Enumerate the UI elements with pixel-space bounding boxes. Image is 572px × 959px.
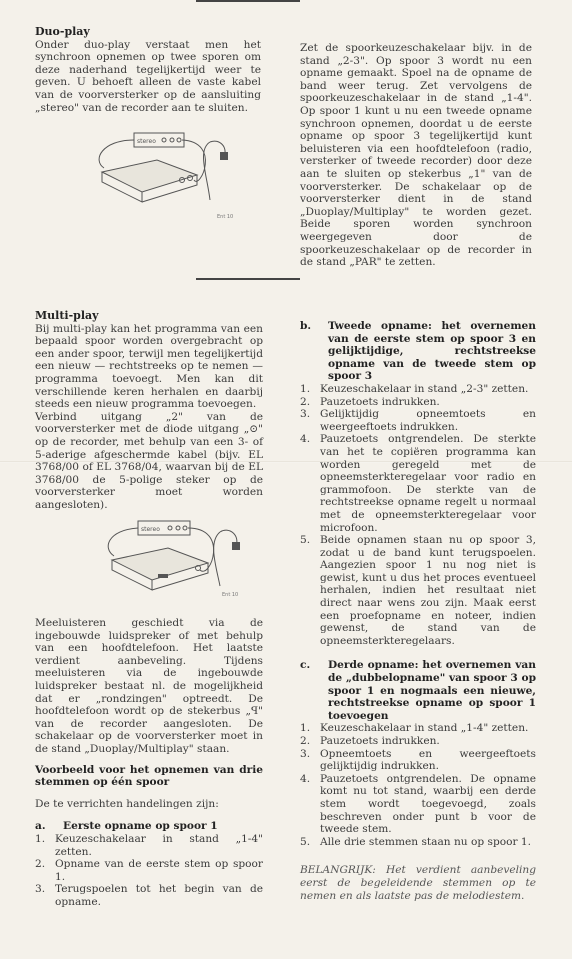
list-item-number: 1. bbox=[35, 832, 46, 845]
step-a-title: Eerste opname op spoor 1 bbox=[63, 820, 218, 833]
step-c-list bbox=[300, 722, 536, 848]
list-item bbox=[300, 408, 536, 433]
step-a-heading bbox=[35, 820, 263, 833]
step-c-heading bbox=[300, 659, 536, 722]
multi-play-connection: Verbind uitgang „2" van de voorversterker met de diode uitgang „⊙" op de recorder, met behulp van een 3- of 5-aderige afgeschermde kabel (bijv. EL 3768/00 of EL 3768/04, waarvan bij de EL 3768/00 de 5-polige steker op de voorversterker moet worden aangesloten). bbox=[35, 410, 263, 511]
list-item bbox=[300, 396, 536, 409]
multi-play-listening: Meeluisteren geschiedt via de ingebouwde luidspreker of met behulp van een hoofdtelefoon. Het laatste verdient aanbeveling. Tijdens meeluisteren via de ingebouwde luidspreker bestaat nl. de mogelijkheid dat er „rondzingen" optreedt. De hoofdtelefoon wordt op de stekerbus „ꟼ" van de recorder aangesloten. De schakelaar op de voorversterker moet in de stand „Duoplay/Multiplay" staan. bbox=[35, 617, 263, 755]
list-item-text: Opneemtoets en weergeeftoets gelijktijdig indrukken. bbox=[320, 747, 536, 773]
list-item bbox=[300, 836, 536, 849]
list-item bbox=[300, 433, 536, 534]
list-item bbox=[300, 748, 536, 773]
multi-right-column bbox=[300, 320, 536, 902]
list-item-number: 2. bbox=[300, 395, 311, 408]
step-b-list bbox=[300, 383, 536, 647]
duo-play-instructions: Zet de spoorkeuzeschakelaar bijv. in de stand „2-3". Op spoor 3 wordt nu een opname gemaakt. Spoel na de opname de band weer terug. Zet vervolgens de spoorkeuzeschakelaar in de stand „1-4". Op spoor 1 kunt u nu een tweede opname synchroon opnemen, doordat u de eerste opname op spoor 3 tegelijkertijd kunt beluisteren via een hoofdtelefoon (radio, versterker of tweede recorder) door deze aan te sluiten op stekerbus „1" van de voorversterker. De schakelaar op de voorversterker dient in de stand „Duoplay/Multiplay" te worden gezet. Beide sporen worden synchroon weergegeven door de spoorkeuzeschakelaar op de recorder in de stand „PAR" te zetten. bbox=[300, 42, 532, 269]
step-a-list bbox=[35, 833, 263, 909]
list-item-number: 5. bbox=[300, 835, 311, 848]
multi-left-column bbox=[35, 310, 263, 512]
important-note: BELANGRIJK: Het verdient aanbeveling eerst de begeleidende stemmen op te nemen en als laatste pas de melodiestem. bbox=[300, 864, 536, 902]
list-item-text: Pauzetoets ontgrendelen. De sterkte van het te copiëren programma kan worden geregeld met de opneemsterkteregelaar voor radio en grammofoon. De sterkte van de rechtstreekse opname regelt u normaal met de opneemsterkteregelaar voor microfoon. bbox=[320, 433, 536, 534]
todo-intro: De te verrichten handelingen zijn: bbox=[35, 797, 219, 810]
list-item bbox=[300, 534, 536, 647]
step-b-letter: b. bbox=[300, 320, 312, 332]
duo-left-column bbox=[35, 26, 261, 114]
list-item bbox=[300, 735, 536, 748]
duo-figure-stereo-label: stereo bbox=[137, 138, 156, 145]
duo-play-connection-diagram bbox=[82, 130, 252, 240]
step-b-heading bbox=[300, 320, 536, 383]
top-rule bbox=[196, 0, 300, 2]
middle-rule bbox=[196, 278, 300, 280]
list-item-text: Beide opnamen staan nu op spoor 3, zodat u de band kunt terugspoelen. Aangezien spoor 1 nu nog niet is gewist, kunt u dus het proces eventueel herhalen, indien het resultaat niet direct naar wens zou zijn. Maak eerst een proefopname en noteer, indien gewenst, de stand van de opneemsterkteregelaars. bbox=[320, 534, 536, 647]
list-item bbox=[35, 858, 263, 883]
list-item-text: Opname van de eerste stem op spoor 1. bbox=[55, 858, 263, 883]
example-heading: Voorbeeld voor het opnemen van drie stemmen op één spoor bbox=[35, 763, 263, 789]
list-item-number: 3. bbox=[35, 883, 46, 896]
list-item bbox=[35, 833, 263, 858]
list-item-text: Gelijktijdig opneemtoets en weergeeftoets indrukken. bbox=[320, 408, 536, 433]
list-item-number: 2. bbox=[35, 858, 46, 871]
svg-text:Ent 10: Ent 10 bbox=[217, 214, 234, 220]
list-item-text: Pauzetoets ontgrendelen. De opname komt nu tot stand, waarbij een derde stem wordt toegevoegd, zoals beschreven onder punt b voor de tweede stem. bbox=[320, 772, 536, 836]
duo-right-column bbox=[300, 42, 532, 269]
list-item-text: Pauzetoets indrukken. bbox=[320, 735, 440, 747]
step-c-title: Derde opname: het overnemen van de „dubbelopname" van spoor 3 op spoor 1 en nogmaals een nieuwe, rechtstreekse opname op spoor 1 toevoegen bbox=[328, 659, 536, 722]
list-item bbox=[35, 883, 263, 908]
multi-figure-stereo-label: stereo bbox=[141, 526, 160, 533]
list-item-text: Terugspoelen tot het begin van de opname. bbox=[55, 883, 263, 908]
list-item-text: Keuzeschakelaar in stand „2-3" zetten. bbox=[320, 382, 529, 395]
duo-play-intro: Onder duo-play verstaat men het synchroon opnemen op twee sporen om deze naderhand tegelijkertijd weer te geven. U behoeft alleen de vaste kabel van de voorversterker op de aansluiting „stereo" van de recorder aan te sluiten. bbox=[35, 38, 261, 114]
svg-text:Ent 10: Ent 10 bbox=[222, 592, 239, 598]
list-item-text: Alle drie stemmen staan nu op spoor 1. bbox=[320, 835, 532, 848]
list-item-number: 2. bbox=[300, 735, 311, 747]
list-item-text: Pauzetoets indrukken. bbox=[320, 395, 440, 408]
list-item-text: Keuzeschakelaar in stand „1-4" zetten. bbox=[320, 722, 529, 735]
list-item-number: 3. bbox=[300, 408, 311, 421]
list-item bbox=[300, 383, 536, 396]
list-item-number: 5. bbox=[300, 534, 311, 547]
list-item bbox=[300, 722, 536, 735]
step-c-letter: c. bbox=[300, 659, 311, 672]
duo-play-heading: Duo-play bbox=[35, 25, 90, 38]
list-item-number: 4. bbox=[300, 772, 311, 785]
multi-play-heading: Multi-play bbox=[35, 309, 99, 322]
multi-play-intro: Bij multi-play kan het programma van een bepaald spoor worden overgebracht op een ander spoor, terwijl men tegelijkertijd een nieuw — rechtstreeks op te nemen — programma toevoegt. Men kan dit verschillende keren herhalen en daarbij steeds een nieuw programma toevoegen. bbox=[35, 322, 263, 411]
step-a-letter: a. bbox=[35, 820, 46, 833]
multi-play-connection-diagram bbox=[90, 518, 265, 623]
list-item-number: 1. bbox=[300, 382, 311, 395]
list-item-number: 1. bbox=[300, 722, 311, 735]
multi-left-lower bbox=[35, 617, 263, 908]
list-item-number: 4. bbox=[300, 433, 311, 446]
list-item-number: 3. bbox=[300, 747, 311, 760]
list-item-text: Keuzeschakelaar in stand „1-4" zetten. bbox=[55, 832, 263, 858]
step-b-title: Tweede opname: het overnemen van de eerste stem op spoor 3 en gelijktijdige, rechtstreekse opname van de tweede stem op spoor 3 bbox=[328, 320, 536, 383]
list-item bbox=[300, 773, 536, 836]
